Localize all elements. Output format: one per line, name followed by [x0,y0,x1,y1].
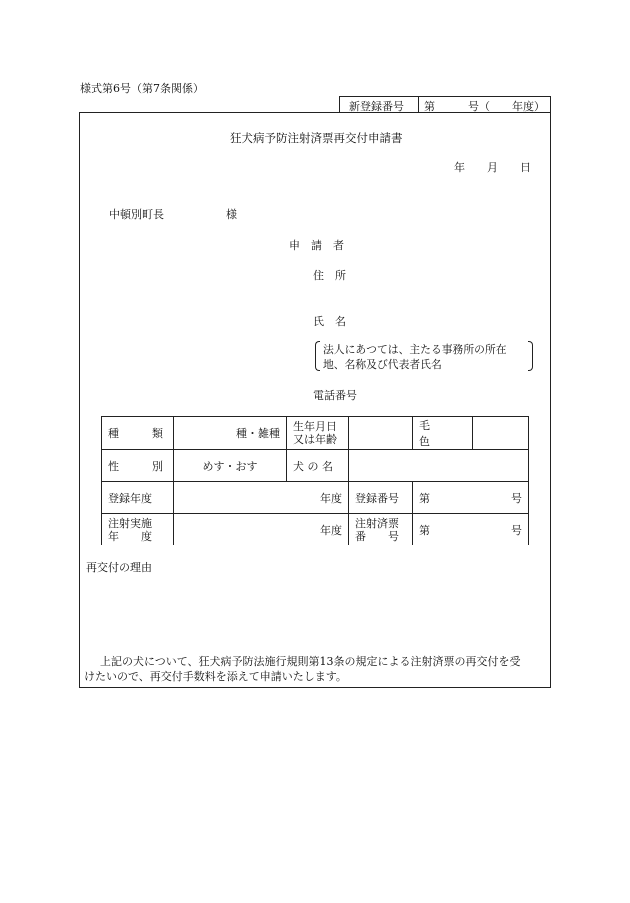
corporate-note-line-1: 法人にあつては、主たる事務所の所在 [323,343,507,356]
coat-label: 毛 色 [413,417,473,450]
registration-number-label: 新登録番号 [349,100,404,113]
registration-number-prefix: 第 [419,491,430,505]
reissue-reason-label: 再交付の理由 [86,561,152,574]
registration-number-label-cell: 登録番号 [349,482,413,514]
form-title: 狂犬病予防注射済票再交付申請書 [230,131,403,145]
injection-year-label [102,514,174,546]
registration-number-value[interactable] [413,482,529,514]
tag-number-label-line-1: 注射済票 [355,516,399,530]
registration-year-label: 登録年度 [102,482,174,514]
phone-label: 電話番号 [313,389,357,402]
applicant-address-label: 住 所 [313,269,346,282]
table-row [102,482,529,514]
statement-line-2: けたいので、再交付手数料を添えて申請いたします。 [84,670,347,683]
tag-number-label-line-2: 番 号 [355,529,399,543]
corporate-note [315,341,533,371]
dog-name-value[interactable] [349,450,529,482]
applicant-address-field[interactable] [360,262,540,282]
date-line[interactable]: 年 月 日 [454,161,531,174]
tag-number-value[interactable] [413,514,529,546]
breed-label: 種 類 [102,417,174,450]
tag-number-prefix: 第 [419,523,430,537]
table-row [102,450,529,482]
tag-number-label [349,514,413,546]
corporate-note-line-2: 地、名称及び代表者氏名 [323,358,442,371]
dog-name-label: 犬 の 名 [287,450,349,482]
birth-label-line-1: 生年月日 [293,420,337,433]
form-number-label: 様式第6号（第7条関係） [80,82,204,95]
registration-year-value[interactable]: 年度 [174,482,349,514]
reissue-reason-field[interactable] [86,578,546,638]
addressee-honorific: 様 [226,208,237,221]
right-bracket [528,341,533,371]
coat-value[interactable] [473,417,529,450]
sex-value[interactable]: めす・おす [174,450,287,482]
registration-number-field[interactable]: 第 号（ 年度） [424,100,545,113]
phone-field[interactable] [372,382,540,402]
injection-year-label-line-2: 年 度 [108,529,152,543]
injection-year-label-line-1: 注射実施 [108,516,152,530]
dog-info-table [101,416,529,545]
left-bracket [315,341,320,371]
statement-line-1: 上記の犬について、狂犬病予防法施行規則第13条の規定による注射済票の再交付を受 [100,655,521,668]
birth-label-line-2: 又は年齢 [293,433,337,446]
registration-number-box [339,96,551,113]
addressee-mayor: 中頓別町長 [109,208,164,221]
registration-number-suffix: 号 [511,491,522,505]
tag-number-suffix: 号 [511,523,522,537]
applicant-name-field[interactable] [360,308,540,328]
table-row [102,417,529,450]
sex-label: 性 別 [102,450,174,482]
breed-value[interactable]: 種・雑種 [174,417,287,450]
applicant-heading: 申 請 者 [289,239,344,252]
birth-value[interactable] [349,417,413,450]
injection-year-value[interactable]: 年度 [174,514,349,546]
birth-label [287,417,349,450]
applicant-name-label: 氏 名 [313,315,346,328]
table-row [102,514,529,546]
